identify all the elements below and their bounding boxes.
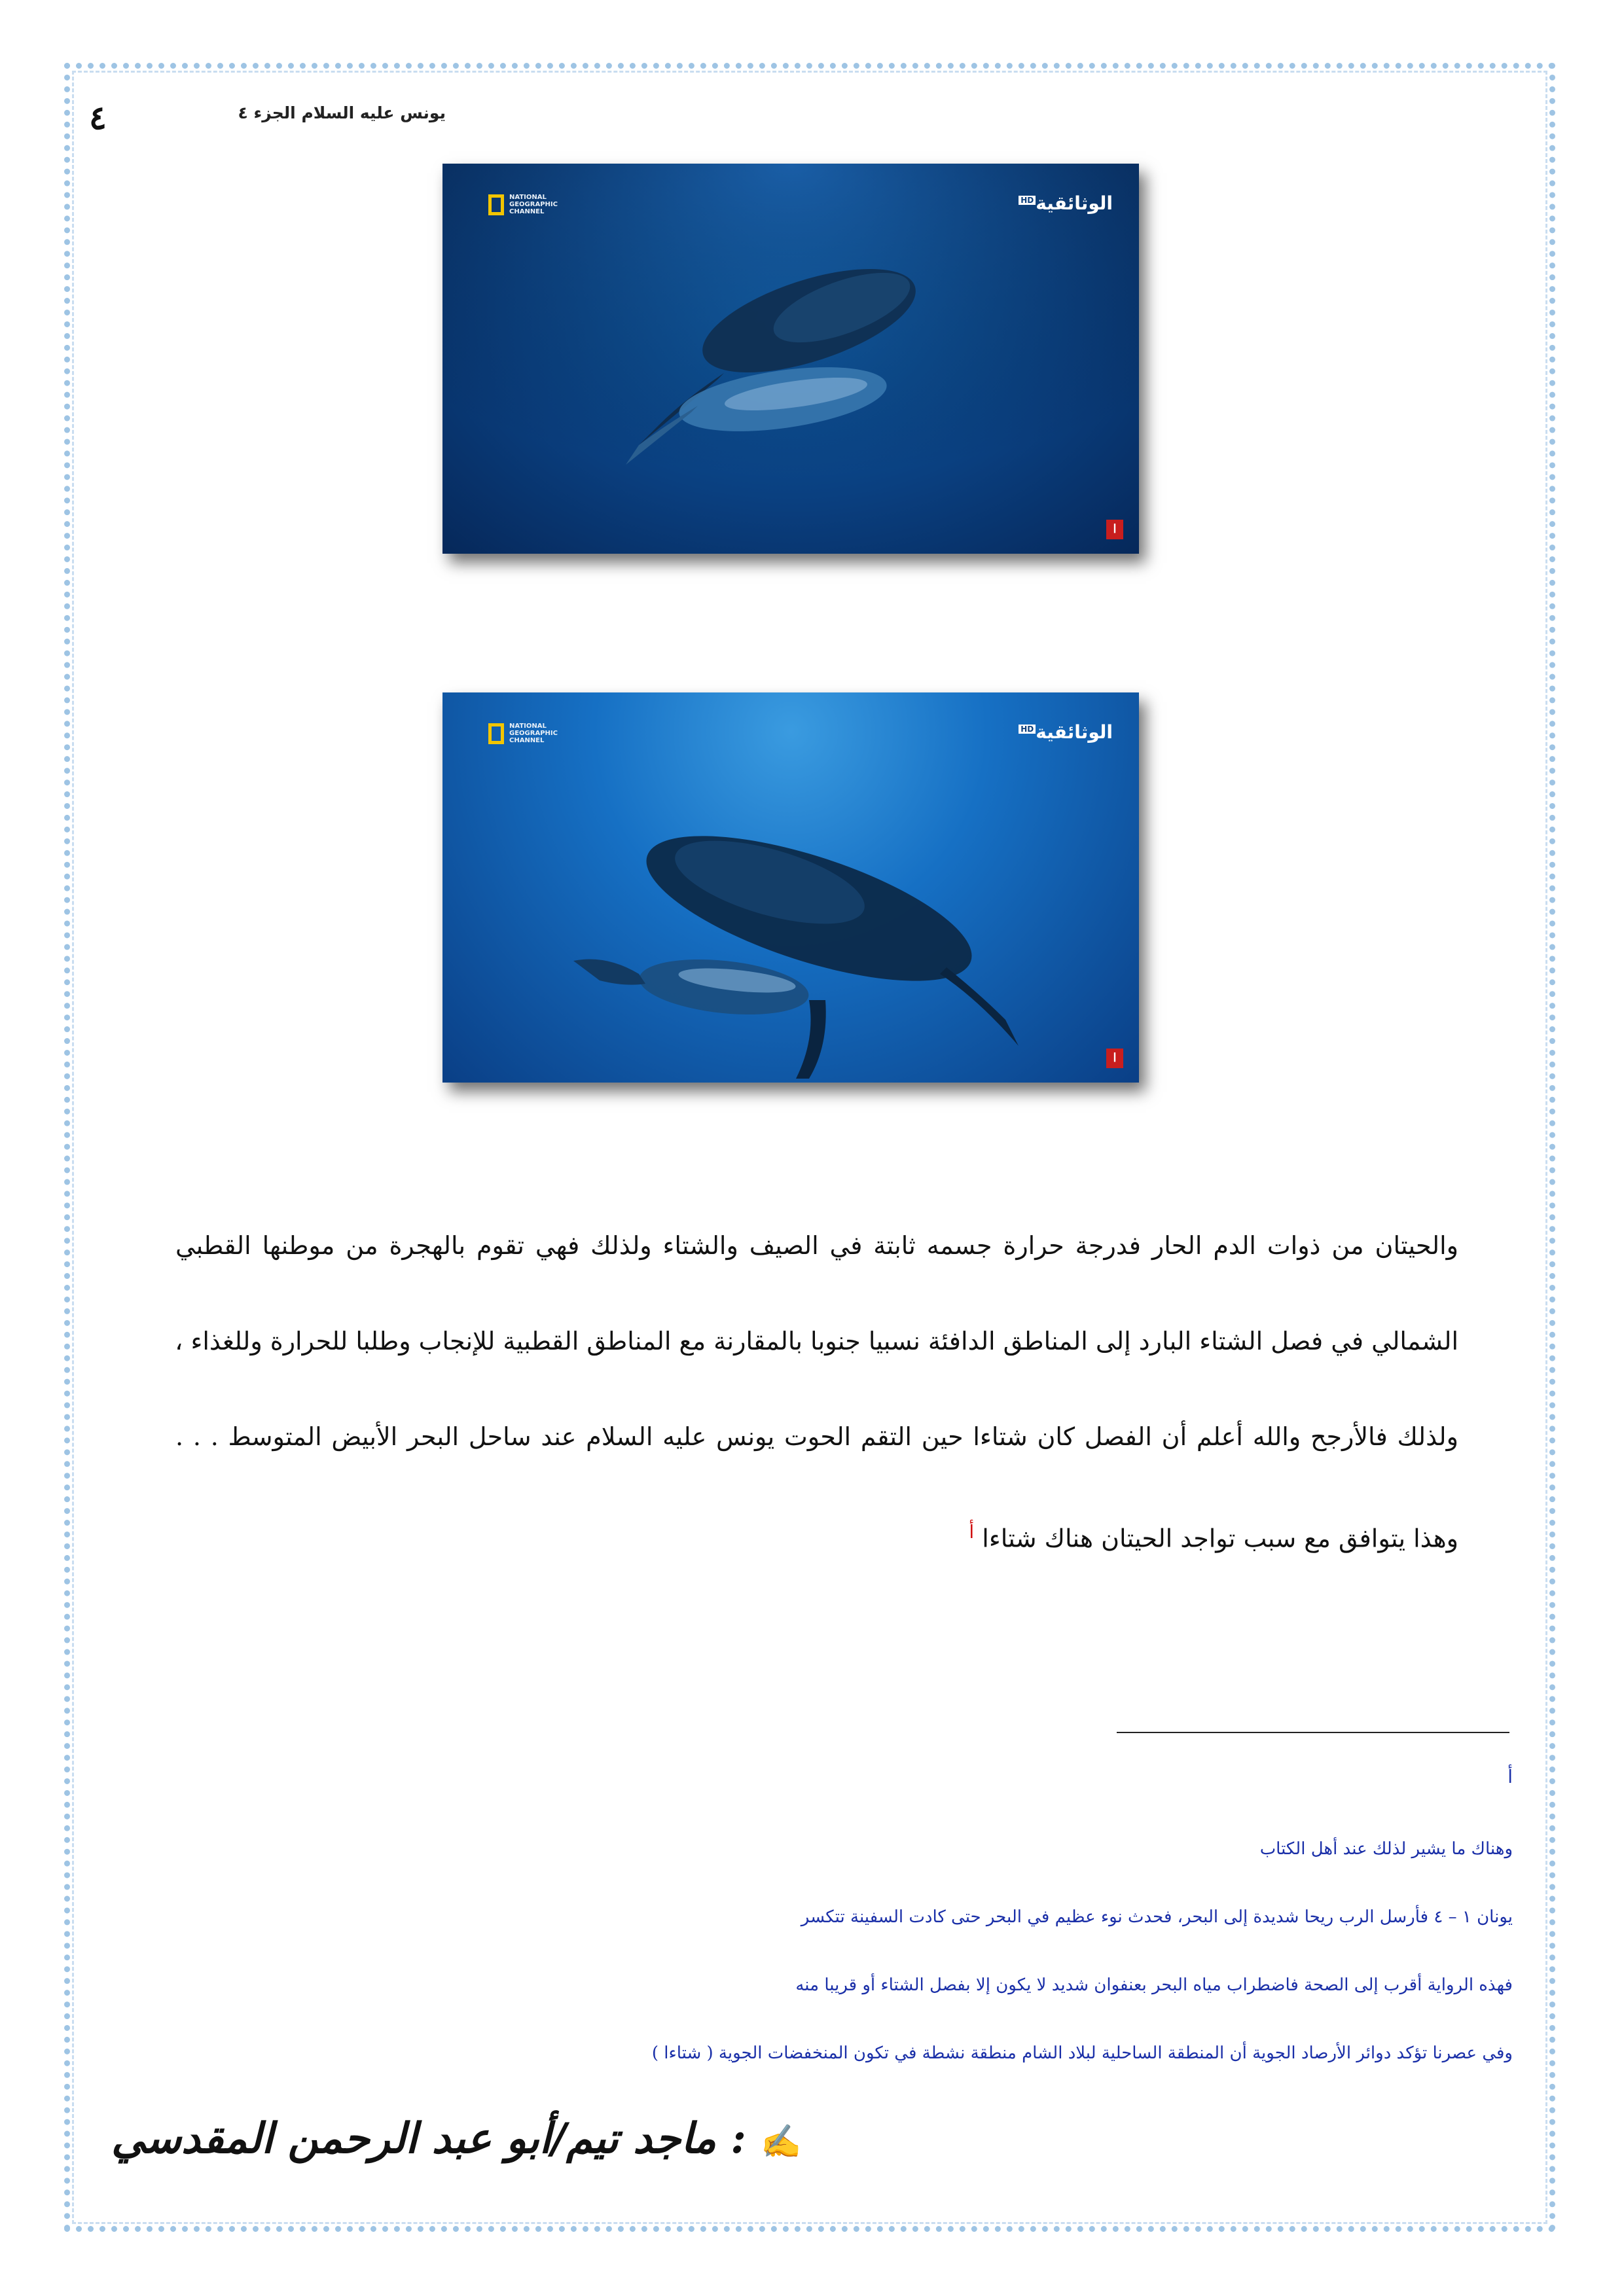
footnote-line-4: وفي عصرنا تؤكد دوائر الأرصاد الجوية أن المنطقة الساحلية لبلاد الشام منطقة نشطة في تكون المنخفضات الجوية ( شتاءا ) bbox=[651, 2043, 1513, 2063]
footnote-line-3: فهذه الرواية أقرب إلى الصحة فاضطراب مياه البحر بعنفوان شديد لا يكون إلا بفصل الشتاء أو قريبا منه bbox=[795, 1975, 1513, 1995]
writing-hand-icon: ✍ bbox=[761, 2122, 802, 2161]
whale-photo-2 bbox=[442, 692, 1139, 1083]
ng-yellow-frame-icon bbox=[488, 194, 504, 215]
alwathaeqiya-logo: الوثائقية$^{HD}$ bbox=[1016, 721, 1113, 743]
author-signature: ✍ : ماجد تيم/أبو عبد الرحمن المقدسي bbox=[111, 2114, 802, 2163]
footnote-line-1: وهناك ما يشير لذلك عند أهل الكتاب bbox=[1259, 1839, 1513, 1859]
ng-yellow-frame-icon bbox=[488, 723, 504, 744]
body-line-1: والحيتان من ذوات الدم الحار فدرجة حرارة جسمه ثابتة في الصيف والشتاء ولذلك فهي تقوم بالهجرة من موطنها القطبي bbox=[175, 1231, 1458, 1260]
channel-corner-icon: ا bbox=[1106, 1049, 1123, 1068]
footnote-line-2: يونان ١ – ٤ فأرسل الرب ريحا شديدة إلى البحر، فحدث نوء عظيم في البحر حتى كادت السفينة تتكسر bbox=[801, 1907, 1513, 1927]
national-geographic-logo: NATIONAL GEOGRAPHIC CHANNEL bbox=[488, 194, 558, 215]
header-title: يونس عليه السلام الجزء ٤ bbox=[238, 103, 446, 122]
whale-photo-1 bbox=[442, 164, 1139, 554]
footnote-separator bbox=[1117, 1732, 1509, 1733]
channel-corner-icon: ا bbox=[1106, 520, 1123, 539]
page-number: ٤ bbox=[89, 98, 107, 137]
footnote-reference[interactable]: أ bbox=[969, 1521, 975, 1543]
whale-illustration-2 bbox=[442, 692, 1139, 1083]
body-line-2: الشمالي في فصل الشتاء البارد إلى المناطق الدافئة نسبيا جنوبا بالمقارنة مع المناطق القطبية للإنجاب وطلبا للحرارة وللغذاء ، bbox=[175, 1327, 1458, 1355]
body-paragraph bbox=[175, 1198, 1458, 1587]
body-line-3: ولذلك فالأرجح والله أعلم أن الفصل كان شتاءا حين التقم الحوت يونس عليه السلام عند ساحل البحر الأبيض المتوسط . . . bbox=[175, 1422, 1458, 1451]
whale-illustration-1 bbox=[442, 164, 1139, 554]
alwathaeqiya-logo: الوثائقية$^{HD}$ bbox=[1016, 192, 1113, 214]
body-line-4: وهذا يتوافق مع سبب تواجد الحيتان هناك شتاءا $^أ$ bbox=[969, 1521, 1458, 1553]
national-geographic-logo: NATIONAL GEOGRAPHIC CHANNEL bbox=[488, 723, 558, 744]
footnote-marker: أ bbox=[1507, 1766, 1513, 1787]
